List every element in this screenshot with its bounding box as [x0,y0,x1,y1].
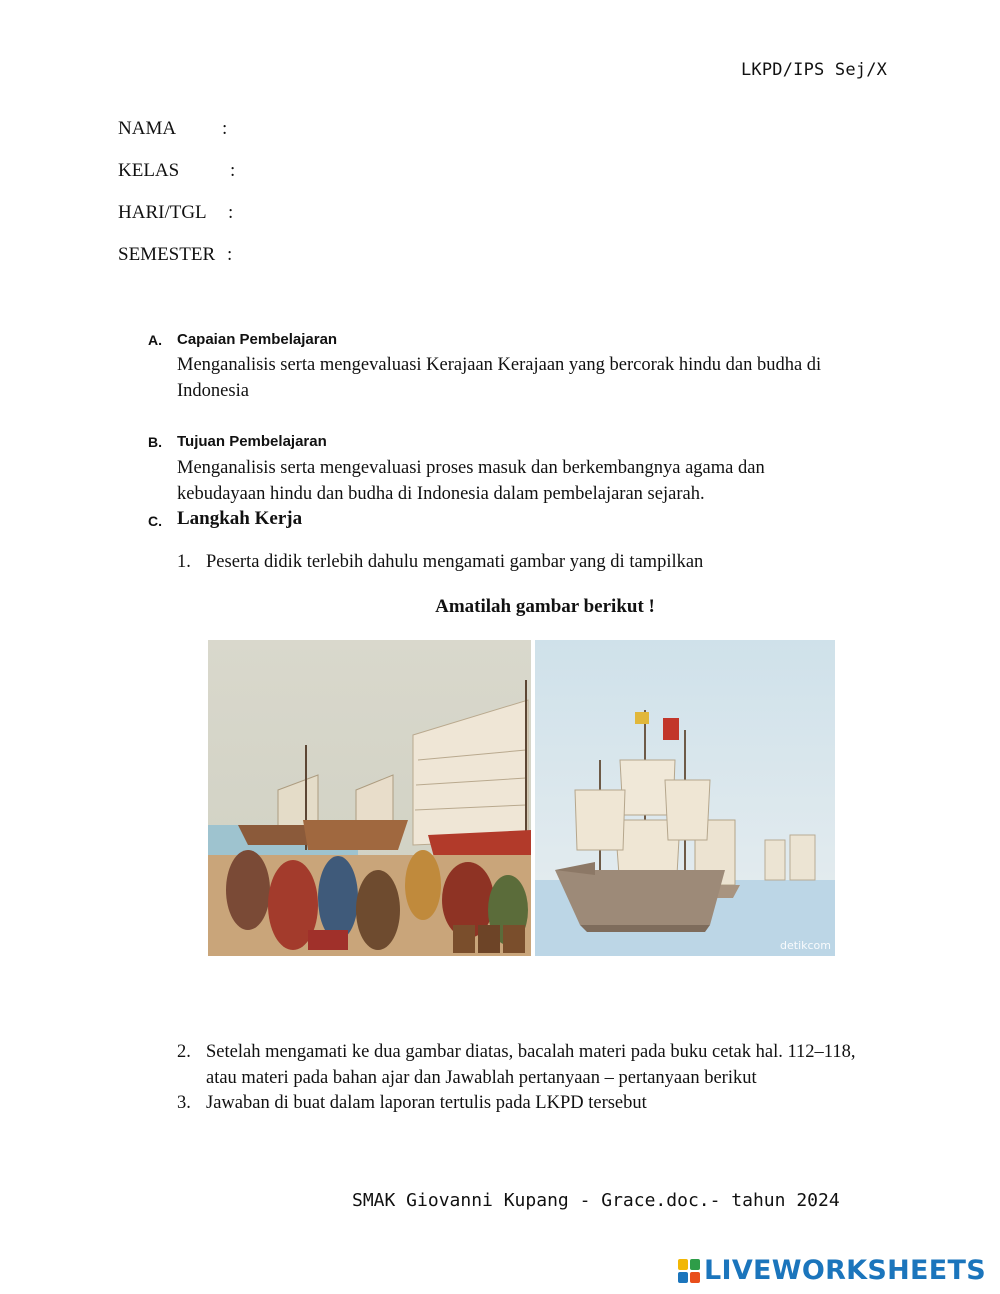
field-hari-tgl [118,202,234,224]
document-code: LKPD/IPS Sej/X [741,60,888,80]
field-nama [118,118,228,140]
field-label: KELAS [118,160,180,181]
brand-name: LIVEWORKSHEETS [703,1255,986,1286]
step-2 [177,1039,877,1091]
section-a-body: Menganalisis serta mengevaluasi Kerajaan Kerajaan yang bercorak hindu dan budha di Indonesia [177,355,822,401]
step-3 [177,1090,877,1116]
section-b-marker: B. [148,434,162,450]
field-colon: : [230,160,236,181]
field-kelas [118,160,236,182]
section-b-body: Menganalisis serta mengevaluasi proses masuk dan berkembangnya agama dan kebudayaan hindu dan budha di Indonesia dalam pembelajaran sejarah. [177,458,765,504]
section-a-marker: A. [148,332,162,348]
step-text: Setelah mengamati ke dua gambar diatas, bacalah materi pada buku cetak hal. 112–118, atau materi pada bahan ajar dan Jawablah pertanyaan – pertanyaan berikut [206,1042,856,1088]
field-colon: : [227,244,233,265]
footer-note: SMAK Giovanni Kupang - Grace.doc.- tahun 2024 [352,1190,840,1211]
field-label: HARI/TGL [118,202,207,223]
harbor-trade-image [208,640,531,956]
section-a-title: Capaian Pembelajaran [177,331,338,348]
step-text: Jawaban di buat dalam laporan tertulis pada LKPD tersebut [206,1093,647,1113]
liveworksheets-logo-icon [678,1259,700,1283]
field-colon: : [228,202,234,223]
step-text: Peserta didik terlebih dahulu mengamati gambar yang di tampilkan [206,552,704,572]
european-ships-image [535,640,835,956]
step-number: 2. [177,1042,191,1062]
step-number: 3. [177,1093,191,1113]
section-c-title: Langkah Kerja [177,508,303,529]
field-label: NAMA [118,118,177,139]
liveworksheets-brand[interactable] [678,1255,986,1286]
step-1 [177,549,877,575]
field-label: SEMESTER [118,244,216,265]
step-number: 1. [177,552,191,572]
field-colon: : [222,118,228,139]
image-watermark: detikcom [780,939,831,952]
section-b-title: Tujuan Pembelajaran [177,433,327,450]
field-semester [118,244,233,266]
image-caption: Amatilah gambar berikut ! [435,596,655,617]
section-c-marker: C. [148,513,162,529]
